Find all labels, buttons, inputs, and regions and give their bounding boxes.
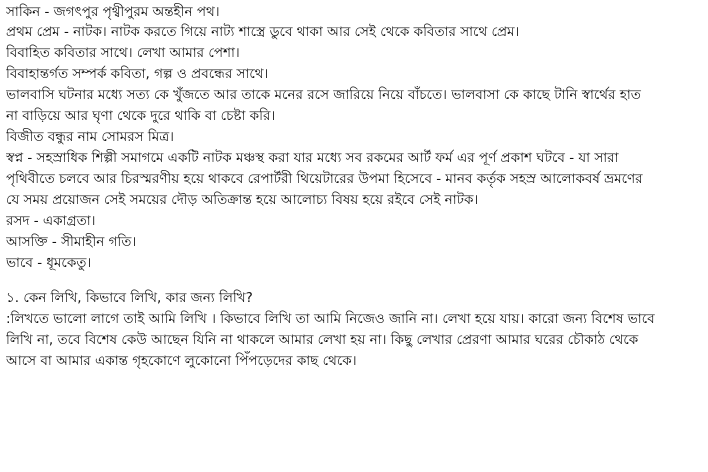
text-line: প্রথম প্রেম - নাটক। নাটক করতে গিয়ে নাট্য শাস্ত্রে ডুবে থাকা আর সেই থেকে কবিতার সাথে প্রেম। [6, 24, 520, 40]
answer-line: :লিখতে ভালো লাগে তাই আমি লিখি । কিভাবে লিখি তা আমি নিজেও জানি না। লেখা হয়ে যায়। কারো জন্য বিশেষ ভাবে [6, 311, 655, 327]
text-line: বিবাহান্তর্গত সম্পর্ক কবিতা, গল্প ও প্রবন্ধের সাথে। [6, 66, 269, 82]
answer-line: আসে বা আমার একান্ত গৃহকোণে লুকোনো পিঁপড়েদের কাছ থেকে। [6, 353, 357, 369]
paragraph-gap [6, 274, 704, 288]
text-line: ভালবাসি ঘটনার মধ্যে সত্য কে খুঁজতে আর তাকে মনের রসে জারিয়ে নিয়ে বাঁচতে। ভালবাসা কে কাছে টানি স্বার্থের হাত [6, 87, 641, 103]
text-line: বিজীত বন্ধুর নাম সোমরস মিত্র। [6, 129, 174, 145]
text-line: পৃথিবীতে চলবে আর চিরস্মরণীয় হয়ে থাকবে রেপার্টরী থিয়েটারের উপমা হিসেবে - মানব কর্তৃক সহস্র আলোকবর্ষ ভ্রমণের [6, 171, 643, 187]
text-line: যে সময় প্রয়োজন সেই সময়ের দৌড় অতিক্রান্ত হয়ে আলোচ্য বিষয় হয়ে রইবে সেই নাটক। [6, 192, 479, 208]
text-line: বিবাহিত কবিতার সাথে। লেখা আমার পেশা। [6, 45, 240, 61]
text-line: না বাড়িয়ে আর ঘৃণা থেকে দুরে থাকি বা চেষ্টা করি। [6, 108, 276, 124]
text-line: সাকিন - জগৎপুর পৃথ্বীপুরম অন্তহীন পথ। [6, 4, 220, 20]
text-line: ভাবে - ধূমকেতু। [6, 255, 92, 271]
question-heading: ১. কেন লিখি, কিভাবে লিখি, কার জন্য লিখি? [6, 290, 253, 306]
answer-line: লিখি না, তবে বিশেষ কেউ আছেন যিনি না থাকলে আমার লেখা হয় না। কিছু লেখার প্রেরণা আমার ঘরের চৌকাঠ থেকে [6, 332, 639, 348]
text-line: রসদ - একাগ্রতা। [6, 213, 96, 229]
text-line: আসক্তি - সীমাহীন গতি। [6, 234, 137, 250]
document-body [6, 2, 704, 372]
text-line: স্বপ্ন - সহস্রাধিক শিল্পী সমাগমে একটি নাটক মঞ্চস্থ করা যার মধ্যে সব রকমের আর্ট ফর্ম এর পূর্ণ প্রকাশ ঘটবে - যা সারা [6, 150, 619, 166]
